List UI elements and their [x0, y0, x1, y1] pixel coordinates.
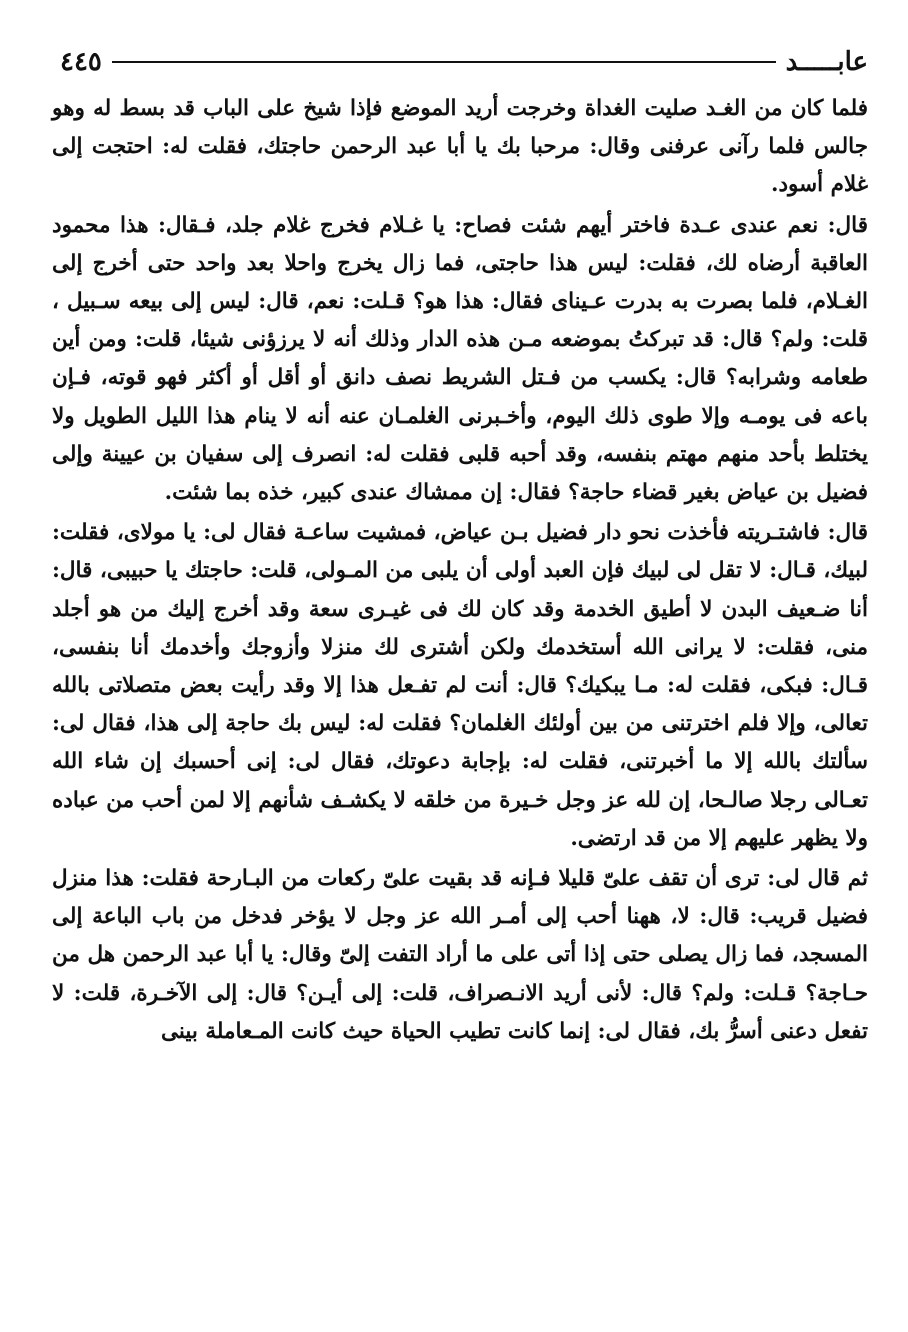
header-rule: [112, 61, 776, 63]
paragraph: ثم قال لى: ترى أن تقف علىّ قليلا فـإنه قد بقيت علىّ ركعات من البـارحة فقلت: هذا منزل فضيل قريب: قال: لا، ههنا أحب إلى أمـر الله عز وجل لا يؤخر فدخل من باب الباعة إلى المسجد، فما زال يصلى حتى إذا أتى على ما أراد التفت إلىّ وقال: يا أبا عبد الرحمن هل من حـاجة؟ قـلت: ولم؟ قال: لأنى أريد الانـصراف، قلت: إلى أيـن؟ قال: إلى الآخـرة، قلت: لا تفعل دعنى أسرُّ بك، فقال لى: إنما كانت تطيب الحياة حيث كانت المـعاملة بينى: [52, 866, 868, 1044]
running-head: عابـــــد: [785, 47, 868, 77]
body-text: [52, 90, 868, 1051]
page-header: [52, 40, 868, 84]
page-number: ٤٤٥: [60, 47, 102, 77]
paragraph: فلما كان من الغـد صليت الغداة وخرجت أريد الموضع فإذا شيخ على الباب قد بسط له وهو جالس فلما رآنى عرفنى وقال: مرحبا بك يا أبا عبد الرحمن حاجتك، فقلت له: احتجت إلى غلام أسود.: [52, 96, 868, 198]
paragraph: قال: فاشتـريته فأخذت نحو دار فضيل بـن عياض، فمشيت ساعـة فقال لى: يا مولاى، فقلت: لبيك، قـال: لا تقل لى لبيك فإن العبد أولى أن يلبى من المـولى، قلت: حاجتك يا حبيبى، قال: أنا ضـعيف البدن لا أطيق الخدمة وقد كان لك فى غيـرى سعة وقد أخرج إليك من هو أجلد منى، فقلت: لا يرانى الله أستخدمك ولكن أشترى لك منزلا وأزوجك وأخدمك أنا بنفسى، قـال: فبكى، فقلت له: مـا يبكيك؟ قال: أنت لم تفـعل هذا إلا وقد رأيت بعض متصلاتى بالله تعالى، وإلا فلم اخترتنى من بين أولئك الغلمان؟ فقلت له: ليس بك حاجة إلى هذا، فقال لى: سألتك بالله إلا ما أخبرتنى، فقلت له: بإجابة دعوتك، فقال لى: إنى أحسبك إن شاء الله تعـالى رجلا صالـحا، إن لله عز وجل خـيرة من خلقه لا يكشـف شأنهم إلا لمن أحب من عباده ولا يظهر عليهم إلا من قد ارتضى.: [52, 520, 868, 851]
paragraph: قال: نعم عندى عـدة فاختر أيهم شئت فصاح: يا غـلام فخرج غلام جلد، فـقال: هذا محمود العاقبة أرضاه لك، فقلت: ليس هذا حاجتى، فما زال يخرج واحلا بعد واحد حتى أخرج إلى الغـلام، فلما بصرت به بدرت عـيناى فقال: هذا هو؟ قـلت: نعم، قال: ليس إلى بيعه سـبيل ، قلت: ولم؟ قال: قد تبركتُ بموضعه مـن هذه الدار وذلك أنه لا يرزؤنى شيئا، قلت: ومن أين طعامه وشرابه؟ قال: يكسب من فـتل الشريط نصف دانق أو أقل أو أكثر فهو قوته، فـإن باعه فى يومـه وإلا طوى ذلك اليوم، وأخـبرنى الغلمـان عنه أنه لا ينام هذا الليل الطويل ولا يختلط بأحد منهم مهتم بنفسه، وقد أحبه قلبى فقلت له: انصرف إلى سفيان بن عيينة وإلى فضيل بن عياض بغير قضاء حاجة؟ فقال: إن ممشاك عندى كبير، خذه بما شئت.: [52, 212, 868, 506]
